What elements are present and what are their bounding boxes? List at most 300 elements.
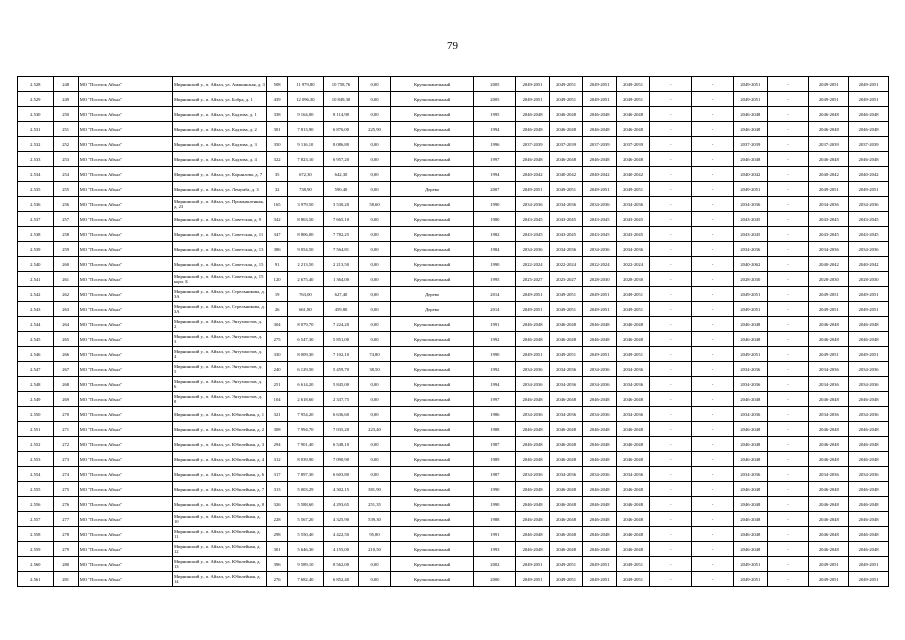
table-cell: 2046-2048 [583, 497, 617, 512]
table-cell: 2046-2048 [549, 152, 583, 167]
table-cell: 2049-2051 [849, 182, 889, 197]
table-cell: 2046-2048 [849, 332, 889, 347]
table-cell: 2046-2048 [809, 452, 849, 467]
table-row [18, 422, 889, 437]
table-cell: 2.549 [18, 392, 54, 407]
table-cell: 0,00 [359, 407, 390, 422]
table-cell: 91 [267, 257, 288, 272]
table-cell: 2049-2051 [734, 182, 768, 197]
table-cell: 2046-2048 [549, 392, 583, 407]
table-cell: 2034-2036 [516, 377, 550, 392]
table-cell: 2034-2036 [809, 197, 849, 212]
table-cell: 539,30 [359, 512, 390, 527]
table-cell: МО "Поселок Айхал" [78, 467, 172, 482]
table-row [18, 287, 889, 302]
table-cell: 2049-2051 [549, 92, 583, 107]
table-cell: Крупнопанельный [390, 377, 474, 392]
table-cell: 225,90 [359, 122, 390, 137]
table-cell: 6 957,20 [323, 152, 359, 167]
table-cell: 2028-2030 [809, 272, 849, 287]
table-cell: МО "Поселок Айхал" [78, 242, 172, 257]
table-cell: МО "Поселок Айхал" [78, 542, 172, 557]
table-cell: 2034-2036 [809, 377, 849, 392]
table-cell: МО "Поселок Айхал" [78, 122, 172, 137]
table-cell: - [767, 422, 809, 437]
table-cell: 2034-2036 [734, 377, 768, 392]
table-cell: - [692, 167, 734, 182]
table-cell: - [692, 422, 734, 437]
table-cell: 1991 [474, 527, 516, 542]
table-cell: Крупнопанельный [390, 167, 474, 182]
table-cell: 0,00 [359, 152, 390, 167]
table-cell: Мирнинский у., п. Айхал, ул. Советская, д. 13 [172, 242, 266, 257]
table-cell: 2034-2036 [734, 407, 768, 422]
table-cell: 7 665,10 [323, 212, 359, 227]
table-cell: 2046-2048 [616, 482, 650, 497]
table-cell: 342 [267, 212, 288, 227]
table-cell: Мирнинский у., п. Айхал, ул. Энтузиастов, д. 8 [172, 392, 266, 407]
table-cell: 280 [53, 557, 78, 572]
table-cell: 2.543 [18, 302, 54, 317]
table-cell: 2049-2051 [734, 77, 768, 92]
table-cell: МО "Поселок Айхал" [78, 437, 172, 452]
table-cell: 2007 [474, 182, 516, 197]
table-cell: 2046-2048 [809, 152, 849, 167]
table-cell: 2043-2045 [516, 227, 550, 242]
table-cell: Крупнопанельный [390, 512, 474, 527]
table-cell: 2046-2048 [849, 512, 889, 527]
table-cell: Мирнинский у., п. Айхал, ул. Юбилейная, д. 3 [172, 437, 266, 452]
table-cell: 2034-2036 [849, 377, 889, 392]
table-cell: 2046-2048 [734, 422, 768, 437]
table-cell: 2.535 [18, 182, 54, 197]
table-cell: - [650, 392, 692, 407]
table-cell: - [767, 137, 809, 152]
table-row [18, 497, 889, 512]
table-cell: 2046-2048 [849, 482, 889, 497]
table-cell: - [692, 497, 734, 512]
table-cell: 0,00 [359, 107, 390, 122]
table-cell: 2049-2051 [516, 347, 550, 362]
table-cell: МО "Поселок Айхал" [78, 302, 172, 317]
table-cell: 2034-2036 [616, 407, 650, 422]
table-cell: 439 [267, 92, 288, 107]
table-cell: 278 [53, 527, 78, 542]
table-cell: 0,00 [359, 77, 390, 92]
table-cell: 2 618,60 [288, 392, 324, 407]
table-cell: - [767, 122, 809, 137]
table-cell: 95,80 [359, 527, 390, 542]
table-cell: МО "Поселок Айхал" [78, 482, 172, 497]
table-cell: 2046-2048 [583, 332, 617, 347]
table-cell: 250 [53, 107, 78, 122]
table-cell: 8 086,80 [323, 137, 359, 152]
table-cell: 2.551 [18, 422, 54, 437]
table-cell: Крупнопанельный [390, 347, 474, 362]
table-cell: 381,90 [359, 482, 390, 497]
table-cell: 2046-2048 [616, 512, 650, 527]
table-cell: 256 [53, 197, 78, 212]
table-cell: МО "Поселок Айхал" [78, 152, 172, 167]
table-cell: 2034-2036 [616, 362, 650, 377]
table-cell: 1 364,00 [323, 272, 359, 287]
table-cell: 2046-2048 [616, 122, 650, 137]
table-cell: Крупнопанельный [390, 467, 474, 482]
table-cell: Мирнинский у., п. Айхал, ул. Советская, д. 9 [172, 212, 266, 227]
table-cell: 0,00 [359, 317, 390, 332]
table-cell: 2 213,50 [288, 257, 324, 272]
table-cell: 2049-2051 [734, 347, 768, 362]
table-cell: 1986 [474, 407, 516, 422]
table-cell: 2049-2051 [616, 347, 650, 362]
table-cell: 2046-2048 [616, 392, 650, 407]
table-cell: 7 823,10 [288, 152, 324, 167]
table-cell: 2.536 [18, 197, 54, 212]
page-number: 79 [447, 40, 458, 52]
table-cell: 2034-2036 [549, 362, 583, 377]
table-cell: 0,00 [359, 242, 390, 257]
table-cell: 4 422,50 [323, 527, 359, 542]
table-cell: 2049-2051 [809, 92, 849, 107]
table-body [18, 77, 889, 587]
table-cell: 259 [53, 242, 78, 257]
table-cell: 0,00 [359, 377, 390, 392]
table-cell: 2049-2051 [734, 92, 768, 107]
table-cell: Мирнинский у., п. Айхал, ул. Юбилейная, д. 7 [172, 482, 266, 497]
table-cell: - [692, 152, 734, 167]
table-cell: 2028-2030 [583, 272, 617, 287]
table-cell: МО "Поселок Айхал" [78, 227, 172, 242]
table-cell: - [650, 227, 692, 242]
table-cell: 2046-2048 [583, 527, 617, 542]
table-cell: 2046-2048 [516, 482, 550, 497]
table-cell: 2028-2030 [849, 272, 889, 287]
table-cell: - [692, 377, 734, 392]
table-cell: 2049-2051 [849, 92, 889, 107]
table-cell: 2043-2045 [616, 212, 650, 227]
table-cell: 26 [267, 302, 288, 317]
table-row [18, 482, 889, 497]
table-cell: 2034-2036 [809, 407, 849, 422]
table-row [18, 107, 889, 122]
table-cell: 0,00 [359, 272, 390, 287]
table-cell: - [692, 392, 734, 407]
table-row [18, 527, 889, 542]
table-cell: 2002 [474, 557, 516, 572]
table-cell: 2049-2051 [583, 182, 617, 197]
table-cell: 249 [53, 92, 78, 107]
table-cell: 263 [53, 302, 78, 317]
table-cell: 2037-2039 [809, 137, 849, 152]
table-cell: Крупнопанельный [390, 482, 474, 497]
table-cell: 7 901,40 [288, 437, 324, 452]
table-cell: 2046-2048 [616, 527, 650, 542]
table-cell: 2046-2048 [549, 497, 583, 512]
table-cell: Крупнопанельный [390, 272, 474, 287]
table-cell: Крупнопанельный [390, 242, 474, 257]
table-cell: 1997 [474, 392, 516, 407]
table-cell: - [650, 497, 692, 512]
table-cell: 270 [53, 407, 78, 422]
table-cell: Крупнопанельный [390, 227, 474, 242]
table-cell: 2046-2048 [734, 452, 768, 467]
table-cell: 2034-2036 [734, 362, 768, 377]
table-cell: 2046-2048 [583, 317, 617, 332]
table-cell: 2.530 [18, 107, 54, 122]
table-cell: 313 [267, 482, 288, 497]
table-row [18, 212, 889, 227]
table-cell: - [650, 92, 692, 107]
table-cell: 0,00 [359, 287, 390, 302]
table-cell: 2049-2051 [809, 77, 849, 92]
table-cell: Крупнопанельный [390, 542, 474, 557]
table-cell: 1995 [474, 272, 516, 287]
table-cell: 2046-2048 [849, 452, 889, 467]
table-cell: Мирнинский у., п. Айхал, ул. Корнилова, д. 7 [172, 167, 266, 182]
table-cell: 2034-2036 [583, 407, 617, 422]
table-cell: 2046-2048 [583, 512, 617, 527]
table-cell: 273 [53, 452, 78, 467]
table-cell: 2034-2036 [549, 197, 583, 212]
table-cell: 2034-2036 [549, 377, 583, 392]
table-cell: 2049-2051 [734, 557, 768, 572]
table-cell: 2049-2051 [583, 77, 617, 92]
table-cell: МО "Поселок Айхал" [78, 392, 172, 407]
table-cell: 2046-2048 [516, 317, 550, 332]
table-cell: 2046-2048 [549, 542, 583, 557]
table-row [18, 572, 889, 587]
table-cell: 257 [53, 212, 78, 227]
table-cell: Мирнинский у., п. Айхал, ул. Юбилейная, д. 14 [172, 572, 266, 587]
table-cell: 0,00 [359, 92, 390, 107]
table-cell: 251 [53, 122, 78, 137]
table-row [18, 362, 889, 377]
table-cell: 2.555 [18, 482, 54, 497]
table-cell: Мирнинский у., п. Айхал, ул. Кадзова, д. 1 [172, 107, 266, 122]
table-cell: 2046-2048 [549, 482, 583, 497]
table-cell: 7 954,20 [288, 407, 324, 422]
table-cell: 1988 [474, 512, 516, 527]
table-cell: 2046-2048 [583, 437, 617, 452]
table-cell: Крупнопанельный [390, 497, 474, 512]
table-cell: - [692, 512, 734, 527]
table-cell: 6 636,60 [323, 407, 359, 422]
table-cell: 2046-2048 [616, 317, 650, 332]
table-cell: 6 548,10 [323, 437, 359, 452]
table-cell: 0,00 [359, 557, 390, 572]
table-cell: 1991 [474, 317, 516, 332]
table-cell: МО "Поселок Айхал" [78, 317, 172, 332]
table-cell: Крупнопанельный [390, 212, 474, 227]
table-cell: Крупнопанельный [390, 527, 474, 542]
table-cell: 2.542 [18, 287, 54, 302]
table-cell: 2046-2048 [849, 542, 889, 557]
table-cell: 2046-2048 [809, 512, 849, 527]
table-cell: 2046-2048 [583, 422, 617, 437]
table-cell: 2043-2045 [516, 212, 550, 227]
table-cell: Крупнопанельный [390, 557, 474, 572]
table-cell: - [650, 197, 692, 212]
table-cell: 2046-2048 [616, 497, 650, 512]
table-cell: 2034-2036 [849, 197, 889, 212]
table-cell: - [767, 317, 809, 332]
table-cell: 2025-2027 [516, 272, 550, 287]
table-cell: - [650, 437, 692, 452]
table-cell: 2040-2042 [583, 167, 617, 182]
table-row [18, 242, 889, 257]
table-cell: 2046-2048 [616, 152, 650, 167]
table-cell: 2049-2051 [549, 302, 583, 317]
table-cell: 8 114,98 [323, 107, 359, 122]
table-cell: 2046-2048 [809, 437, 849, 452]
table-cell: - [692, 332, 734, 347]
table-cell: - [767, 407, 809, 422]
table-cell: - [650, 572, 692, 587]
table-cell: 2046-2048 [809, 527, 849, 542]
table-cell: - [692, 272, 734, 287]
table-cell: 2022-2024 [583, 257, 617, 272]
table-cell: 2040-2042 [549, 167, 583, 182]
table-cell: 2005 [474, 77, 516, 92]
table-cell: 8 863,50 [288, 212, 324, 227]
table-row [18, 347, 889, 362]
table-cell: 265 [53, 332, 78, 347]
table-cell: 2034-2036 [516, 362, 550, 377]
table-cell: 2.553 [18, 452, 54, 467]
table-cell: - [767, 512, 809, 527]
table-cell: 2.559 [18, 542, 54, 557]
table-cell: 254 [53, 167, 78, 182]
table-cell: МО "Поселок Айхал" [78, 527, 172, 542]
table-cell: 2046-2048 [583, 482, 617, 497]
table-cell: 2046-2048 [516, 437, 550, 452]
table-cell: 35 [267, 167, 288, 182]
table-cell: 2046-2048 [516, 332, 550, 347]
table-cell: - [650, 257, 692, 272]
table-cell: 2040-2042 [734, 167, 768, 182]
table-cell: 74,80 [359, 347, 390, 362]
table-cell: 6 876,00 [323, 122, 359, 137]
table-cell: 2034-2036 [616, 377, 650, 392]
table-cell: 10 758,76 [323, 77, 359, 92]
table-cell: - [767, 182, 809, 197]
table-cell: 275 [267, 332, 288, 347]
table-cell: 2025-2027 [549, 272, 583, 287]
table-cell: 2046-2048 [734, 332, 768, 347]
table-cell: 347 [267, 227, 288, 242]
table-cell: 2.558 [18, 527, 54, 542]
table-cell: Дерево [390, 287, 474, 302]
table-cell: МО "Поселок Айхал" [78, 137, 172, 152]
table-cell: 2046-2048 [809, 107, 849, 122]
table-cell: МО "Поселок Айхал" [78, 167, 172, 182]
table-cell: - [650, 347, 692, 362]
table-cell: 2049-2051 [616, 572, 650, 587]
table-cell: Крупнопанельный [390, 257, 474, 272]
table-row [18, 332, 889, 347]
table-cell: 1987 [474, 437, 516, 452]
table-cell: 6 614,20 [288, 377, 324, 392]
table-cell: Крупнопанельный [390, 332, 474, 347]
table-cell: 2034-2036 [516, 242, 550, 257]
table-cell: 2.560 [18, 557, 54, 572]
table-cell: 2046-2048 [849, 497, 889, 512]
table-cell: 7 224,20 [323, 317, 359, 332]
table-cell: 2049-2051 [809, 557, 849, 572]
table-cell: 1997 [474, 152, 516, 167]
table-cell: - [692, 362, 734, 377]
table-cell: - [650, 422, 692, 437]
table-cell: 317 [267, 467, 288, 482]
table-cell: 2046-2048 [849, 317, 889, 332]
table-cell: 2034-2036 [616, 242, 650, 257]
table-cell: 3 979,50 [288, 197, 324, 212]
table-cell: 2043-2045 [809, 227, 849, 242]
table-cell: МО "Поселок Айхал" [78, 512, 172, 527]
table-cell: 2049-2051 [849, 347, 889, 362]
table-cell: Мирнинский у., п. Айхал, ул. Юбилейная, д. 2 [172, 422, 266, 437]
table-cell: 2046-2048 [516, 122, 550, 137]
table-cell: 2.552 [18, 437, 54, 452]
table-cell: 0,00 [359, 437, 390, 452]
table-cell: 2046-2048 [809, 317, 849, 332]
table-cell: 2049-2051 [583, 572, 617, 587]
table-cell: 2022-2024 [549, 257, 583, 272]
table-cell: Мирнинский у., п. Айхал, ул. Энтузиастов, д. 3 [172, 332, 266, 347]
table-cell: 0,00 [359, 137, 390, 152]
table-cell: 2046-2048 [734, 482, 768, 497]
table-cell: 2022-2024 [516, 257, 550, 272]
table-cell: 321 [267, 407, 288, 422]
table-cell: Мирнинский у., п. Айхал, ул. Энтузиастов, д. 4 [172, 347, 266, 362]
table-cell: 2049-2051 [583, 557, 617, 572]
table-cell: МО "Поселок Айхал" [78, 452, 172, 467]
table-cell: - [767, 362, 809, 377]
table-cell: 2014 [474, 302, 516, 317]
table-cell: - [650, 317, 692, 332]
table-cell: 248 [53, 77, 78, 92]
table-cell: 2046-2048 [583, 107, 617, 122]
table-cell: 165 [267, 197, 288, 212]
table-cell: 2037-2039 [516, 137, 550, 152]
table-cell: 2046-2048 [583, 542, 617, 557]
table-cell: 272 [53, 437, 78, 452]
table-cell: 1982 [474, 227, 516, 242]
table-cell: 279 [53, 542, 78, 557]
table-cell: 2.532 [18, 137, 54, 152]
table-cell: 2049-2051 [549, 557, 583, 572]
table-cell: 338 [267, 107, 288, 122]
table-cell: 2046-2048 [734, 122, 768, 137]
table-cell: - [692, 182, 734, 197]
table-cell: Мирнинский у., п. Айхал, ул. Стрельникова, д. 3А [172, 287, 266, 302]
table-cell: 2034-2036 [809, 362, 849, 377]
table-cell: 2046-2048 [583, 152, 617, 167]
table-cell: Мирнинский у., п. Айхал, ул. Юбилейная, д. 12 [172, 542, 266, 557]
table-cell: 2043-2045 [616, 227, 650, 242]
table-cell: МО "Поселок Айхал" [78, 497, 172, 512]
table-cell: - [650, 272, 692, 287]
table-row [18, 467, 889, 482]
table-cell: Крупнопанельный [390, 77, 474, 92]
table-cell: 2046-2048 [734, 512, 768, 527]
table-cell: - [767, 542, 809, 557]
table-cell: Крупнопанельный [390, 92, 474, 107]
table-cell: 2037-2039 [583, 137, 617, 152]
table-cell: 0,00 [359, 212, 390, 227]
table-cell: - [650, 242, 692, 257]
table-cell: 2043-2045 [734, 227, 768, 242]
